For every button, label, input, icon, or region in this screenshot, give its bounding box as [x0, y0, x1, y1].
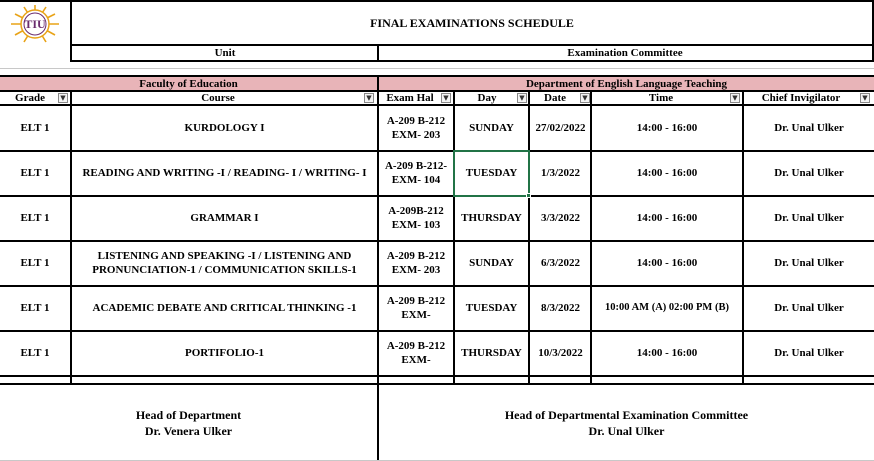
- exam-hall-cell[interactable]: A-209 B-212 EXM-: [386, 340, 446, 366]
- date-cell[interactable]: 27/02/2022: [535, 122, 586, 134]
- committee-head-title: Head of Departmental Examination Committee: [504, 408, 749, 422]
- grade-filter-button[interactable]: ▼: [58, 93, 68, 103]
- footer-left: [0, 385, 377, 461]
- department-banner: Department of English Language Teaching: [525, 77, 728, 90]
- col-course: Course: [201, 92, 235, 104]
- faculty-banner: Faculty of Education: [139, 77, 238, 90]
- footer-right: [379, 385, 874, 461]
- course-cell[interactable]: GRAMMAR I: [190, 212, 259, 224]
- committee-label: Examination Committee: [567, 47, 683, 59]
- time-cell[interactable]: 14:00 - 16:00: [636, 167, 698, 179]
- col-grade: Grade: [15, 92, 45, 104]
- course-filter-button[interactable]: ▼: [364, 93, 374, 103]
- time-cell[interactable]: 14:00 - 16:00: [636, 347, 698, 359]
- invigilator-cell[interactable]: Dr. Unal Ulker: [774, 122, 844, 134]
- time-cell[interactable]: 10:00 AM (A) 02:00 PM (B): [605, 302, 729, 313]
- course-cell[interactable]: LISTENING AND SPEAKING -I / LISTENING AND PRONUNCIATION-1 / COMMUNICATION SKILLS-1: [92, 250, 357, 276]
- date-filter-button[interactable]: ▼: [580, 93, 590, 103]
- day-cell[interactable]: SUNDAY: [469, 257, 514, 269]
- logo-text: TIU: [24, 17, 46, 31]
- col-exam-hall: Exam Hal: [386, 92, 434, 104]
- grade-cell[interactable]: ELT 1: [20, 167, 50, 179]
- grade-cell[interactable]: ELT 1: [20, 302, 50, 314]
- course-cell[interactable]: PORTIFOLIO-1: [184, 347, 265, 359]
- head-of-department-title: Head of Department: [135, 408, 242, 422]
- invigilator-cell[interactable]: Dr. Unal Ulker: [774, 257, 844, 269]
- grade-cell[interactable]: ELT 1: [20, 347, 50, 359]
- schedule-title: FINAL EXAMINATIONS SCHEDULE: [370, 16, 574, 30]
- exam-hall-cell[interactable]: A-209 B-212 EXM- 203: [386, 115, 446, 141]
- day-cell[interactable]: TUESDAY: [465, 302, 518, 314]
- col-time: Time: [648, 92, 674, 104]
- time-cell[interactable]: 14:00 - 16:00: [636, 212, 698, 224]
- date-cell[interactable]: 10/3/2022: [538, 347, 583, 359]
- exam-hall-cell[interactable]: A-209B-212 EXM- 103: [388, 205, 444, 231]
- date-cell[interactable]: 6/3/2022: [540, 257, 581, 269]
- course-cell[interactable]: KURDOLOGY I: [184, 122, 265, 134]
- logo: [6, 4, 64, 44]
- col-day: Day: [477, 92, 497, 104]
- day-cell[interactable]: THURSDAY: [461, 347, 522, 359]
- head-of-department-name: Dr. Venera Ulker: [144, 424, 233, 438]
- col-date: Date: [544, 92, 566, 104]
- exam-hall-filter-button[interactable]: ▼: [441, 93, 451, 103]
- day-cell[interactable]: SUNDAY: [469, 122, 514, 134]
- exam-hall-cell[interactable]: A-209 B-212 EXM-: [386, 295, 446, 321]
- invigilator-cell[interactable]: Dr. Unal Ulker: [774, 167, 844, 179]
- invigilator-cell[interactable]: Dr. Unal Ulker: [774, 302, 844, 314]
- grade-cell[interactable]: ELT 1: [20, 122, 50, 134]
- invigilator-filter-button[interactable]: ▼: [860, 93, 870, 103]
- fill-handle[interactable]: [526, 193, 531, 198]
- unit-label: Unit: [214, 47, 236, 59]
- cell-selection: [453, 150, 530, 197]
- day-filter-button[interactable]: ▼: [517, 93, 527, 103]
- committee-head-name: Dr. Unal Ulker: [588, 424, 665, 438]
- exam-hall-cell[interactable]: A-209 B-212- EXM- 104: [384, 160, 448, 186]
- date-cell[interactable]: 1/3/2022: [540, 167, 581, 179]
- time-cell[interactable]: 14:00 - 16:00: [636, 122, 698, 134]
- date-cell[interactable]: 8/3/2022: [540, 302, 581, 314]
- invigilator-cell[interactable]: Dr. Unal Ulker: [774, 347, 844, 359]
- invigilator-cell[interactable]: Dr. Unal Ulker: [774, 212, 844, 224]
- grade-cell[interactable]: ELT 1: [20, 257, 50, 269]
- day-cell[interactable]: THURSDAY: [461, 212, 522, 224]
- course-cell[interactable]: ACADEMIC DEBATE AND CRITICAL THINKING -1: [92, 302, 357, 314]
- course-cell[interactable]: READING AND WRITING -I / READING- I / WRITING- I: [82, 167, 367, 179]
- day-cell-selected[interactable]: TUESDAY: [465, 167, 518, 179]
- time-filter-button[interactable]: ▼: [730, 93, 740, 103]
- date-cell[interactable]: 3/3/2022: [540, 212, 581, 224]
- grade-cell[interactable]: ELT 1: [20, 212, 50, 224]
- exam-hall-cell[interactable]: A-209 B-212 EXM- 203: [386, 250, 446, 276]
- time-cell[interactable]: 14:00 - 16:00: [636, 257, 698, 269]
- col-chief-invigilator: Chief Invigilator: [761, 92, 841, 104]
